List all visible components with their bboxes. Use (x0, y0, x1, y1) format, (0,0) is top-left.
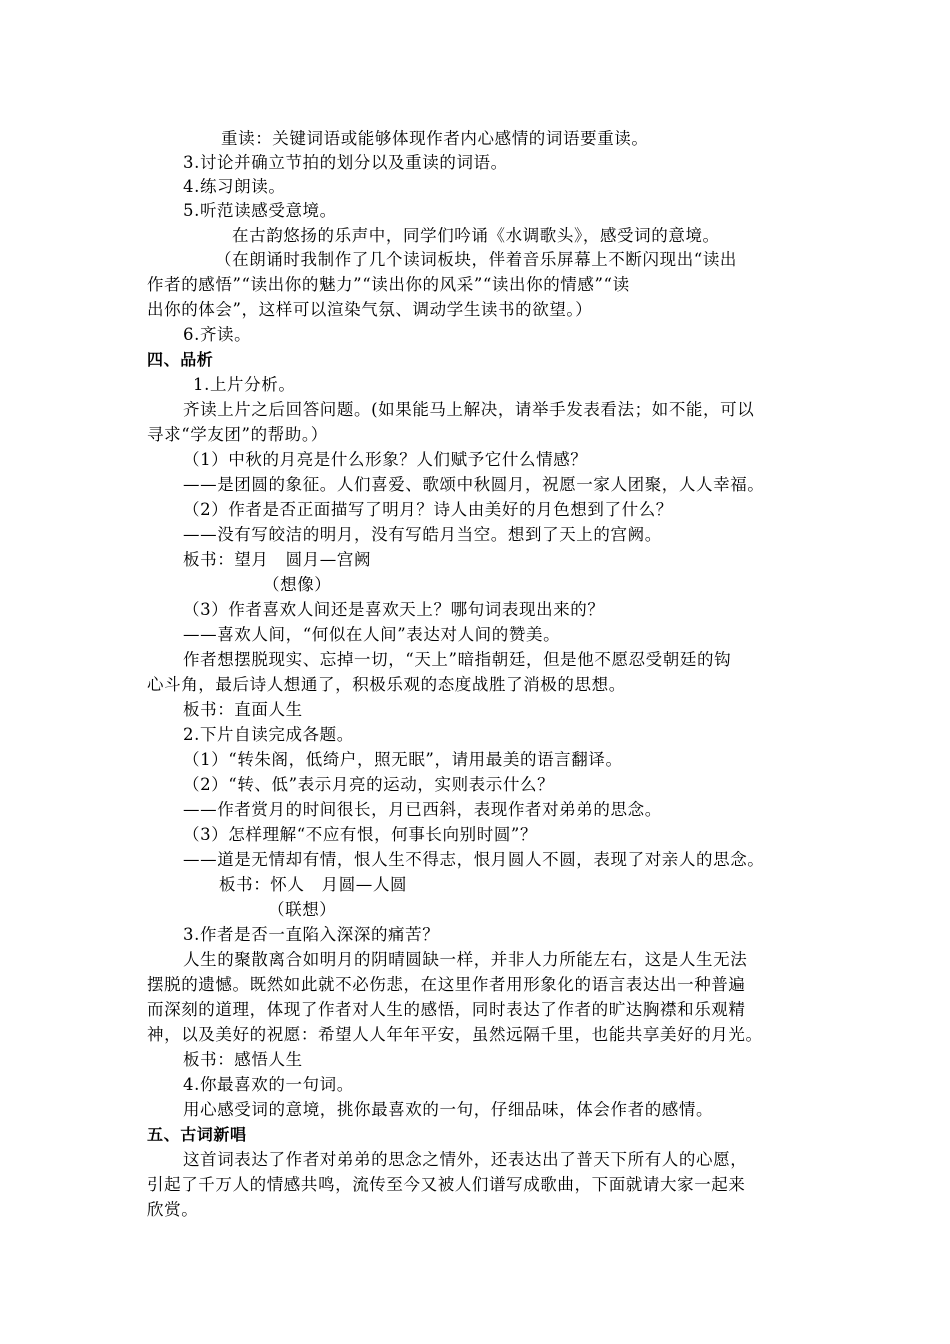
text-line: 心斗角，最后诗人想通了，积极乐观的态度战胜了消极的思想。 (147, 675, 626, 694)
text-line: （2）“转、低”表示月亮的运动，实则表示什么？ (183, 775, 555, 794)
text-line: 在古韵悠扬的乐声中，同学们吟诵《水调歌头》，感受词的意境。 (232, 226, 720, 245)
text-line: 摆脱的遗憾。既然如此就不必伤悲，在这里作者用形象化的语言表达出一种普遍 (147, 975, 746, 994)
text-line: 3.讨论并确立节拍的划分以及重读的词语。 (183, 153, 508, 172)
text-line: 重读：关键词语或能够体现作者内心感情的词语要重读。 (221, 129, 649, 148)
text-line: 4.练习朗读。 (183, 177, 286, 196)
board-note: 板书：望月 圆月—宫阙 (183, 550, 372, 569)
text-line: 4.你最喜欢的一句词。 (183, 1075, 354, 1094)
text-line: （在朗诵时我制作了几个读词板块，伴着音乐屏幕上不断闪现出“读出 (215, 250, 738, 269)
text-line: 引起了千万人的情感共鸣，流传至今又被人们谱写成歌曲，下面就请大家一起来 (147, 1175, 746, 1194)
text-line: 作者的感悟”“读出你的魅力”“读出你的风采”“读出你的情感”“读 (147, 275, 630, 294)
text-line: 齐读上片之后回答问题。(如果能马上解决，请举手发表看法；如不能，可以 (183, 400, 755, 419)
text-line: ——道是无情却有情，恨人生不得志，恨月圆人不圆，表现了对亲人的思念。 (183, 850, 765, 869)
board-note: 板书：感悟人生 (183, 1050, 303, 1069)
section-heading: 五、古词新唱 (147, 1125, 247, 1144)
text-line: 作者想摆脱现实、忘掉一切，“天上”暗指朝廷，但是他不愿忍受朝廷的钩 (183, 650, 732, 669)
text-line: 人生的聚散离合如明月的阴晴圆缺一样，并非人力所能左右，这是人生无法 (183, 950, 748, 969)
text-line: 这首词表达了作者对弟弟的思念之情外，还表达出了普天下所有人的心愿， (183, 1150, 748, 1169)
board-note: 板书：怀人 月圆—人圆 (219, 875, 408, 894)
text-line: ——是团圆的象征。人们喜爱、歌颂中秋圆月，祝愿一家人团聚，人人幸福。 (183, 475, 765, 494)
text-line: （3）作者喜欢人间还是喜欢天上？哪句词表现出来的？ (183, 600, 605, 619)
text-line: 5.听范读感受意境。 (183, 201, 337, 220)
board-note: （联想） (268, 900, 337, 919)
text-line: 出你的体会”，这样可以渲染气氛、调动学生读书的欲望。） (147, 300, 593, 319)
text-line: 用心感受词的意境，挑你最喜欢的一句，仔细品味，体会作者的感情。 (183, 1100, 714, 1119)
board-note: （想像） (263, 575, 332, 594)
text-line: 2.下片自读完成各题。 (183, 725, 354, 744)
text-line: （1）中秋的月亮是什么形象？人们赋予它什么情感？ (183, 450, 588, 469)
text-line: （1）“转朱阁，低绮户，照无眠”，请用最美的语言翻译。 (183, 750, 623, 769)
text-line: 神，以及美好的祝愿：希望人人年年平安，虽然远隔千里，也能共享美好的月光。 (147, 1025, 763, 1044)
text-line: ——没有写皎洁的明月，没有写皓月当空。想到了天上的宫阙。 (183, 525, 662, 544)
text-line: 而深刻的道理，体现了作者对人生的感悟，同时表达了作者的旷达胸襟和乐观精 (147, 1000, 746, 1019)
board-note: 板书：直面人生 (183, 700, 303, 719)
text-line: （2）作者是否正面描写了明月？诗人由美好的月色想到了什么？ (183, 500, 673, 519)
text-line: 欣赏。 (147, 1200, 199, 1219)
text-line: 6.齐读。 (183, 325, 252, 344)
text-line: ——作者赏月的时间很长，月已西斜，表现作者对弟弟的思念。 (183, 800, 662, 819)
text-line: （3）怎样理解“不应有恨，何事长向别时圆”？ (183, 825, 538, 844)
section-heading: 四、品析 (147, 350, 214, 369)
text-line: 1.上片分析。 (193, 375, 296, 394)
text-line: 3.作者是否一直陷入深深的痛苦？ (183, 925, 440, 944)
text-line: 寻求“学友团”的帮助。） (147, 425, 328, 444)
text-line: ——喜欢人间，“何似在人间”表达对人间的赞美。 (183, 625, 561, 644)
